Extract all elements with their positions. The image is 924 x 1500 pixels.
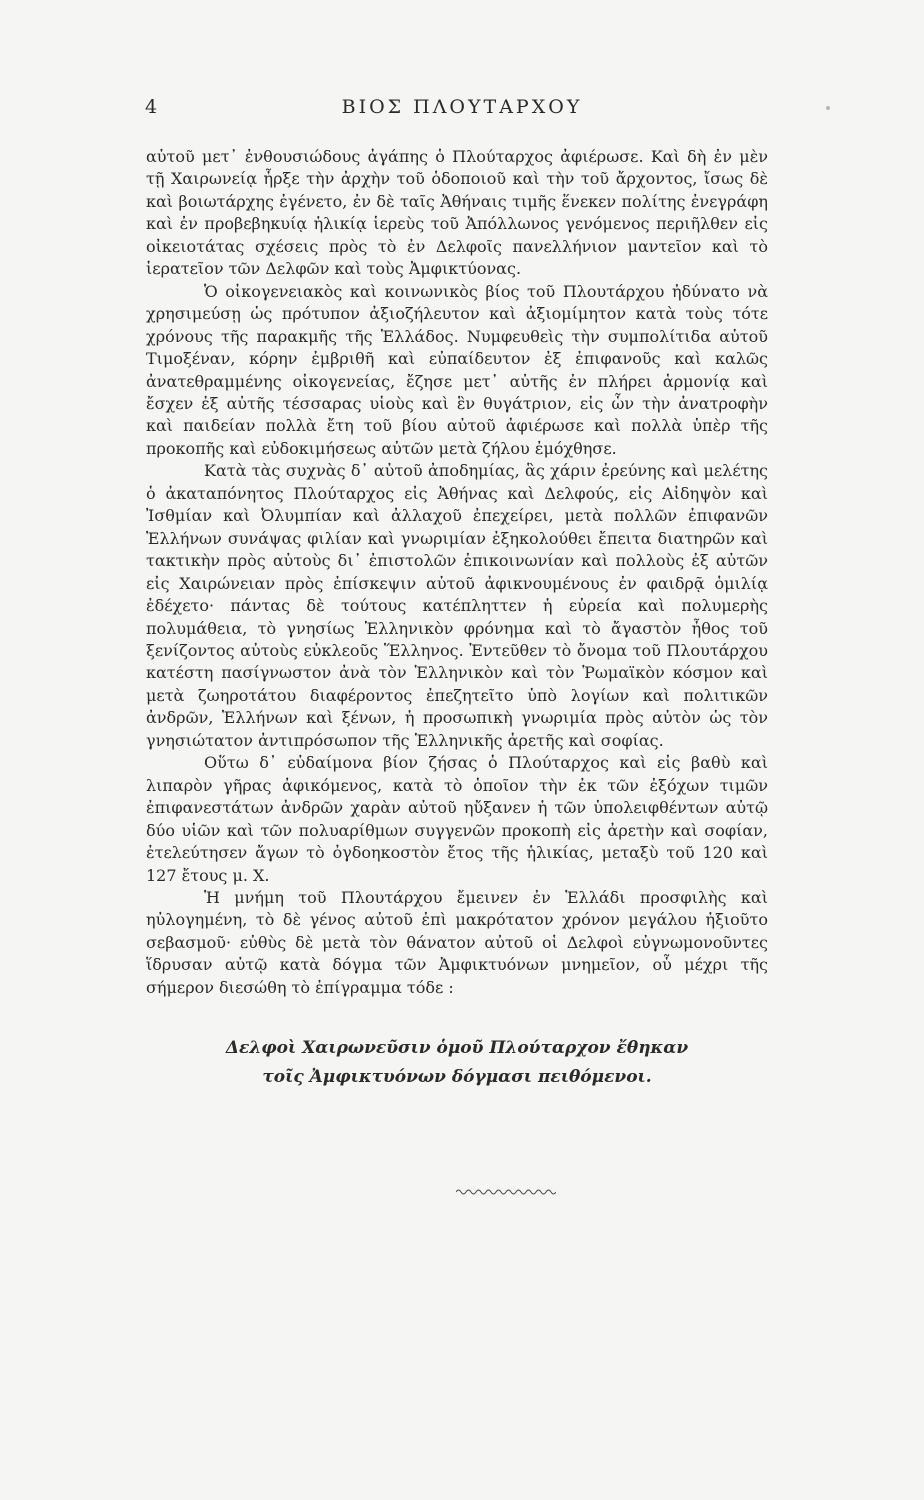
epigram-line: τοῖς Ἀμφικτυόνων δόγμασι πειθόμενοι. bbox=[262, 1067, 652, 1087]
paragraph: Κατὰ τὰς συχνὰς δ᾽ αὐτοῦ ἀποδημίας, ἃς χάριν ἐρεύνης καὶ μελέτης ὁ ἀκαταπόνητος Πλούταρχος εἰς Ἀθήνας καὶ Δελφούς, εἰς Αἰδηψὸν καὶ Ἰσθμίαν καὶ Ὀλυμπίαν καὶ ἀλλαχοῦ ἐπεχείρει, μετὰ πολλῶν ἐπιφανῶν Ἑλλήνων συνάψας φιλίαν καὶ γνωριμίαν ἐξηκολούθει ἔπειτα διατηρῶν καὶ τακτικὴν πρὸς αὐτοὺς δι᾽ ἐπιστολῶν ἐπικοινωνίαν καὶ πολλοὺς ἐξ αὐτῶν εἰς Χαιρώνειαν πρὸς ἐπίσκεψιν αὐτοῦ ἀφικνουμένους ἐν φαιδρᾷ ὁμιλίᾳ ἐδέχετο· πάντας δὲ τούτους κατέπληττεν ἡ εὐρεία καὶ πολυμερὴς πολυμάθεια, τὸ γνησίως Ἑλληνικὸν φρόνημα καὶ τὸ ἄγαστὸν ἦθος τοῦ ξενίζοντος αὐτοὺς εὐκλεοῦς Ἕλληνος. Ἐντεῦθεν τὸ ὄνομα τοῦ Πλουτάρχου κατέστη πασίγνωστον ἀνὰ τὸν Ἑλληνικὸν καὶ τὸν Ῥωμαϊκὸν κόσμον καὶ μετὰ ζωηροτάτου διαφέροντος ἐπεζητεῖτο ὑπὸ λογίων καὶ πολιτικῶν ἀνδρῶν, Ἑλλήνων καὶ ξένων, ἡ προσωπικὴ γνωριμία πρὸς αὐτὸν ὡς τὸν γνησιώτατον ἀντιπρόσωπον τῆς Ἑλληνικῆς ἀρετῆς καὶ σοφίας. bbox=[146, 461, 768, 750]
epigram bbox=[146, 1034, 768, 1092]
epigram-line: Δελφοὶ Χαιρωνεῦσιν ὁμοῦ Πλούταρχον ἔθηκαν bbox=[225, 1038, 689, 1058]
paragraph: Ἡ μνήμη τοῦ Πλουτάρχου ἔμεινεν ἐν Ἑλλάδι προσφιλὴς καὶ ηὐλογημένη, τὸ δὲ γένος αὐτοῦ ἐπὶ μακρότατον χρόνον μεγάλου ἠξιοῦτο σεβασμοῦ· εὐθὺς δὲ μετὰ τὸν θάνατον αὐτοῦ οἱ Δελφοὶ εὐγνωμονοῦντες ἵδρυσαν αὐτῷ κατὰ δόγμα τῶν Ἀμφικτυόνων μνημεῖον, οὗ μέχρι τῆς σήμερον διεσώθη τὸ ἐπίγραμμα τόδε : bbox=[146, 887, 768, 997]
paragraph: αὐτοῦ μετ᾽ ἐνθουσιώδους ἀγάπης ὁ Πλούταρχος ἀφιέρωσε. Καὶ δὴ ἐν μὲν τῇ Χαιρωνείᾳ ἦρξε τὴν ἀρχὴν τοῦ ὁδοποιοῦ καὶ τὴν τοῦ ἄρχοντος, ἴσως δὲ καὶ βοιωτάρχης ἐγένετο, ἐν δὲ ταῖς Ἀθήναις τιμῆς ἕνεκεν πολίτης ἐνεγράφη καὶ ἐν προβεβηκυίᾳ ἡλικίᾳ ἱερεὺς τοῦ Ἀπόλλωνος γενόμενος περιῆλθεν εἰς οἰκειοτάτας σχέσεις πρὸς τὸ ἐν Δελφοῖς πανελλήνιον μαντεῖον καὶ τὸ ἱερατεῖον τῶν Δελφῶν καὶ τοὺς Ἀμφικτύονας. bbox=[146, 147, 768, 279]
paragraph: Ὁ οἰκογενειακὸς καὶ κοινωνικὸς βίος τοῦ Πλουτάρχου ἠδύνατο νὰ χρησιμεύσῃ ὡς πρότυπον ἀξιοζήλευτον καὶ ἀξιομίμητον κατὰ τοὺς τότε χρόνους τῆς παρακμῆς τῆς Ἑλλάδος. Νυμφευθεὶς τὴν συμπολίτιδα αὐτοῦ Τιμοξέναν, κόρην ἐμβριθῆ καὶ εὐπαίδευτον ἐξ ἐπιφανοῦς καὶ καλῶς ἀνατεθραμμένης οἰκογενείας, ἔζησε μετ᾽ αὐτῆς ἐν πλήρει ἁρμονίᾳ καὶ ἔσχεν ἐξ αὐτῆς τέσσαρας υἱοὺς καὶ ἓν θυγάτριον, εἰς ὧν τὴν ἀνατροφὴν καὶ παιδείαν πολλὰ ἔτη τοῦ βίου αὐτοῦ ἀφιέρωσε καὶ πολλὰ ὑπὲρ τῆς προκοπῆς καὶ εὐδοκιμήσεως αὐτῶν μετὰ ζήλου ἐμόχθησε. bbox=[146, 281, 768, 458]
ink-speck bbox=[826, 106, 830, 110]
wavy-rule-ornament bbox=[456, 1186, 556, 1198]
body-text bbox=[146, 146, 768, 999]
page-number: 4 bbox=[145, 96, 158, 118]
paragraph: Οὕτω δ᾽ εὐδαίμονα βίον ζήσας ὁ Πλούταρχος καὶ εἰς βαθὺ καὶ λιπαρὸν γῆρας ἀφικόμενος, κατὰ τὸ ὁποῖον τὴν ἐκ τῶν ἐξόχων τιμῶν ἐπιφανεστάτων ἀνδρῶν χαρὰν αὐτοῦ ηὔξανεν ἡ τῶν ὑπολειφθέντων αὐτῷ δύο υἱῶν καὶ τῶν πολυαρίθμων συγγενῶν προκοπὴ εἰς ἀρετὴν καὶ σοφίαν, ἐτελεύτησεν ἄγων τὸ ὀγδοηκοστὸν ἔτος τῆς ἡλικίας, μεταξὺ τοῦ 120 καὶ 127 ἔτους μ. Χ. bbox=[146, 753, 768, 885]
running-title: ΒΙΟΣ ΠΛΟΥΤΑΡΧΟΥ bbox=[341, 96, 583, 118]
